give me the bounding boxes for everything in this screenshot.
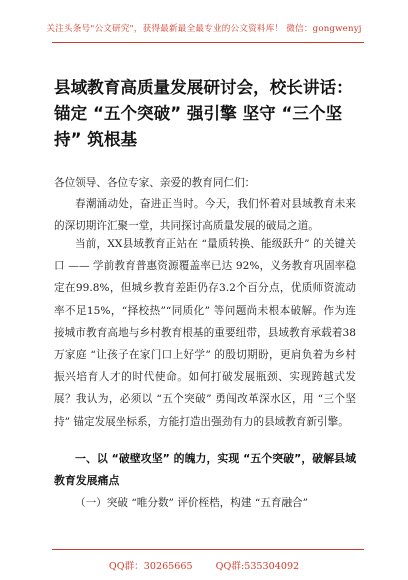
document-title: 县域教育高质量发展研讨会，校长讲话：锚定 “五个突破” 强引擎 坚守 “三个坚持” 筑根基 (54, 78, 353, 149)
section-heading-1: 一、以 “破壁攻坚” 的魄力，实现 “五个突破”，破解县域教育发展痛点 (54, 452, 356, 487)
footer-contact (0, 558, 408, 572)
body-paragraph-2: 当前，XX县域教育正站在 “量质转换、能级跃升” 的关键关口 —— 学前教育普惠资源覆盖率已达 92%，义务教育巩固率稳定在99.8%，但城乡教育差距仍存3.2个百分点，优质师资流动率不足15%，“择校热”“同质化” 等问题尚未根本破解。作为连接城市教育高地与乡村教育根基的重要纽带，县域教育承载着38万家庭 “让孩子在家门口上好学” 的殷切期盼，更肩负着为乡村振兴培育人才的时代使命。如何打破发展瓶颈、实现跨越式发展？我认为，必须以 “五个突破” 勇闯改革深水区，用 “三个坚持” 锚定发展坐标系，方能打造出强劲有力的县域教育新引擎。 (54, 238, 356, 428)
header-promo-text: 关注头条号"公文研究"，获得最新最全最专业的公文资料库！ 微信：gongwenyj (46, 24, 362, 34)
footer-divider (52, 549, 364, 550)
greeting-line: 各位领导、各位专家、亲爱的教育同仁们： (54, 177, 256, 189)
footer-qq-group-1: QQ群：30265665 (108, 561, 193, 572)
footer-qq-group-2: QQ群:535304092 (215, 561, 300, 572)
header-divider (52, 42, 364, 43)
body-paragraph-1: 春潮涌动处，奋进正当时。今天，我们怀着对县域教育未来的深切期许汇聚一堂，共同探讨高质量发展的破局之道。 (54, 198, 356, 233)
subsection-heading-1: （一）突破 “唯分数” 评价桎梏，构建 “五育融合” (75, 497, 309, 509)
